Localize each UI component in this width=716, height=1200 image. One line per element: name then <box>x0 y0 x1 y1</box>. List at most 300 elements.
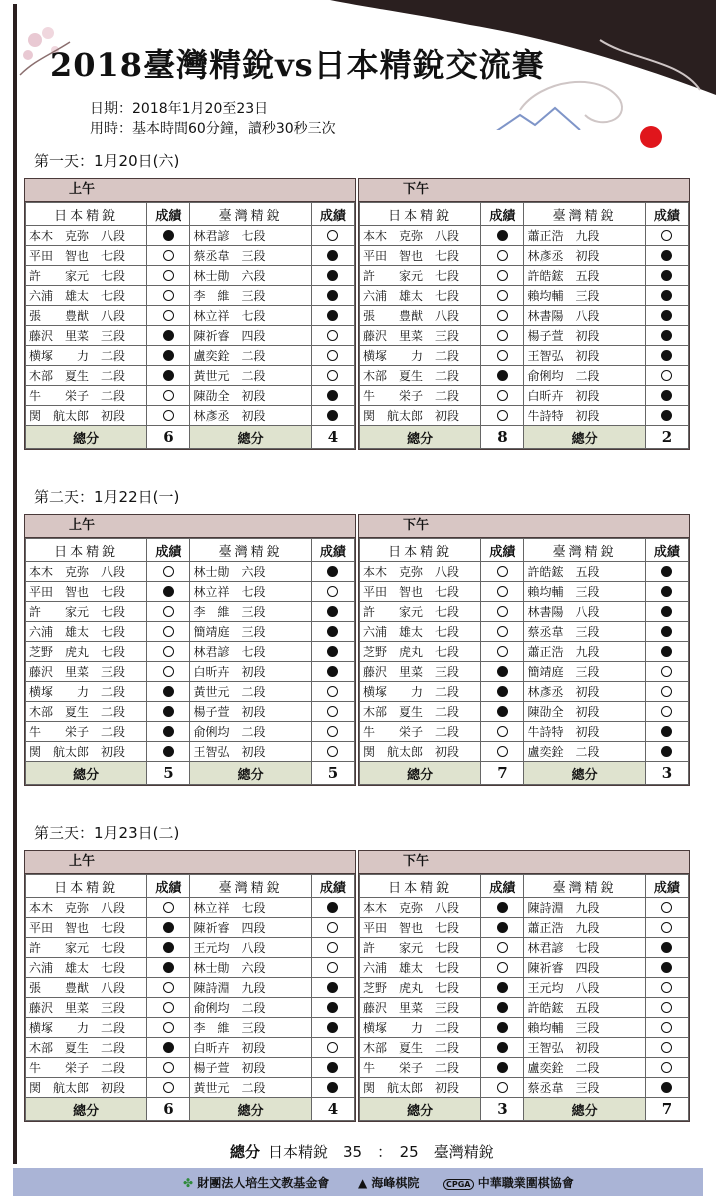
tw-player: 許皓鋐 五段 <box>524 266 645 286</box>
tw-player: 白昕卉 初段 <box>190 1038 311 1058</box>
sponsor-haifeng <box>358 1174 419 1191</box>
jp-result <box>147 998 190 1018</box>
table-row <box>360 918 689 938</box>
table-row <box>360 662 689 682</box>
jp-result <box>481 1038 524 1058</box>
tw-player: 蔡丞韋 三段 <box>524 622 645 642</box>
table-row <box>26 1078 355 1098</box>
jp-player: 芝野 虎丸 七段 <box>360 642 481 662</box>
white-stone-icon <box>497 942 508 953</box>
jp-player: 牛 栄子 二段 <box>26 722 147 742</box>
jp-result <box>481 346 524 366</box>
black-stone-icon <box>163 922 174 933</box>
tw-result <box>645 1078 688 1098</box>
white-stone-icon <box>327 586 338 597</box>
black-stone-icon <box>163 586 174 597</box>
tw-result <box>311 722 354 742</box>
jp-player: 平田 智也 七段 <box>26 582 147 602</box>
jp-result <box>481 406 524 426</box>
tw-result <box>311 602 354 622</box>
jp-result <box>147 702 190 722</box>
jp-player: 関 航太郎 初段 <box>26 406 147 426</box>
sponsor-peisheng <box>183 1174 329 1191</box>
tw-result <box>311 918 354 938</box>
jp-player: 本木 克弥 八段 <box>360 898 481 918</box>
event-date: 日期：2018年1月20至23日 <box>90 101 269 117</box>
black-stone-icon <box>327 646 338 657</box>
tw-player: 林立祥 七段 <box>190 306 311 326</box>
total-label: 總分 <box>360 1098 481 1121</box>
total-label: 總分 <box>360 762 481 785</box>
table-row <box>26 326 355 346</box>
jp-player: 六浦 雄太 七段 <box>360 958 481 978</box>
tw-result <box>645 702 688 722</box>
tw-result <box>311 1078 354 1098</box>
tw-player: 林彥丞 初段 <box>524 246 645 266</box>
jp-player: 関 航太郎 初段 <box>26 1078 147 1098</box>
sponsor-label: 海峰棋院 <box>371 1176 420 1190</box>
tw-player: 俞俐均 二段 <box>190 998 311 1018</box>
tw-player: 俞俐均 二段 <box>190 722 311 742</box>
white-stone-icon <box>163 410 174 421</box>
tw-result <box>311 682 354 702</box>
black-stone-icon <box>661 566 672 577</box>
table-row <box>360 1018 689 1038</box>
tw-result <box>645 386 688 406</box>
col-tw-team: 臺灣精銳 <box>524 203 645 226</box>
black-stone-icon <box>497 982 508 993</box>
jp-player: 木部 夏生 二段 <box>26 702 147 722</box>
table-row <box>360 938 689 958</box>
tw-result <box>645 602 688 622</box>
tw-total: 2 <box>645 426 688 449</box>
black-stone-icon <box>163 706 174 717</box>
black-stone-icon <box>497 666 508 677</box>
tw-player: 盧奕銓 二段 <box>190 346 311 366</box>
white-stone-icon <box>497 962 508 973</box>
table-row <box>360 326 689 346</box>
white-stone-icon <box>661 686 672 697</box>
tw-result <box>645 366 688 386</box>
tw-result <box>311 346 354 366</box>
black-stone-icon <box>661 586 672 597</box>
table-row <box>26 346 355 366</box>
tw-result <box>311 286 354 306</box>
grand-total-label: 總分 <box>230 1143 261 1161</box>
jp-player: 横塚 力 二段 <box>26 346 147 366</box>
total-row <box>360 762 689 785</box>
col-jp-team: 日本精銳 <box>26 203 147 226</box>
col-result: 成績 <box>481 203 524 226</box>
session-morning <box>24 850 356 1122</box>
jp-result <box>147 958 190 978</box>
white-stone-icon <box>497 250 508 261</box>
tw-result <box>645 582 688 602</box>
jp-result <box>481 722 524 742</box>
tw-result <box>645 622 688 642</box>
tw-player: 李 維 三段 <box>190 1018 311 1038</box>
session-title: 上午 <box>25 179 355 202</box>
tw-result <box>311 1058 354 1078</box>
jp-player: 木部 夏生 二段 <box>360 366 481 386</box>
tw-result <box>311 386 354 406</box>
jp-player: 六浦 雄太 七段 <box>26 286 147 306</box>
tw-result <box>645 286 688 306</box>
white-stone-icon <box>327 230 338 241</box>
tw-result <box>311 226 354 246</box>
white-stone-icon <box>327 370 338 381</box>
jp-result <box>147 306 190 326</box>
tw-player: 牛詩特 初段 <box>524 406 645 426</box>
white-stone-icon <box>163 646 174 657</box>
jp-player: 牛 栄子 二段 <box>26 386 147 406</box>
tw-result <box>645 662 688 682</box>
white-stone-icon <box>661 1022 672 1033</box>
jp-result <box>147 602 190 622</box>
jp-total: 6 <box>147 1098 190 1121</box>
black-stone-icon <box>661 350 672 361</box>
table-row <box>360 998 689 1018</box>
black-stone-icon <box>163 962 174 973</box>
tw-player: 林君諺 七段 <box>524 938 645 958</box>
table-row <box>360 246 689 266</box>
tw-player: 蕭正浩 九段 <box>524 226 645 246</box>
jp-player: 関 航太郎 初段 <box>360 406 481 426</box>
jp-player: 藤沢 里菜 三段 <box>26 998 147 1018</box>
jp-result <box>147 582 190 602</box>
jp-result <box>147 1038 190 1058</box>
jp-result <box>481 918 524 938</box>
white-stone-icon <box>497 726 508 737</box>
white-stone-icon <box>497 390 508 401</box>
white-stone-icon <box>661 922 672 933</box>
white-stone-icon <box>497 646 508 657</box>
jp-result <box>481 226 524 246</box>
black-stone-icon <box>163 1042 174 1053</box>
tw-player: 白昕卉 初段 <box>190 662 311 682</box>
jp-result <box>481 742 524 762</box>
jp-result <box>147 1018 190 1038</box>
table-row <box>26 226 355 246</box>
table-row <box>26 622 355 642</box>
jp-player: 藤沢 里菜 三段 <box>360 662 481 682</box>
black-stone-icon <box>327 290 338 301</box>
black-stone-icon <box>327 982 338 993</box>
jp-player: 芝野 虎丸 七段 <box>26 642 147 662</box>
jp-result <box>481 702 524 722</box>
jp-player: 六浦 雄太 七段 <box>26 622 147 642</box>
jp-player: 平田 智也 七段 <box>360 918 481 938</box>
jp-result <box>481 306 524 326</box>
tw-result <box>645 642 688 662</box>
tw-player: 牛詩特 初段 <box>524 722 645 742</box>
jp-player: 藤沢 里菜 三段 <box>360 998 481 1018</box>
white-stone-icon <box>327 922 338 933</box>
tw-player: 賴均輔 三段 <box>524 1018 645 1038</box>
table-row <box>26 386 355 406</box>
grand-total-score: 日本精銳 35 ： 25 臺灣精銳 <box>268 1143 494 1161</box>
black-stone-icon <box>327 1022 338 1033</box>
white-stone-icon <box>163 606 174 617</box>
total-label: 總分 <box>26 1098 147 1121</box>
white-stone-icon <box>497 586 508 597</box>
col-jp-team: 日本精銳 <box>26 539 147 562</box>
jp-player: 平田 智也 七段 <box>26 246 147 266</box>
tw-player: 簡靖庭 三段 <box>190 622 311 642</box>
table-row <box>360 742 689 762</box>
table-row <box>26 938 355 958</box>
tw-result <box>645 918 688 938</box>
col-tw-team: 臺灣精銳 <box>190 539 311 562</box>
tw-player: 陳劭全 初段 <box>190 386 311 406</box>
table-row <box>360 702 689 722</box>
white-stone-icon <box>661 1042 672 1053</box>
col-result: 成績 <box>311 203 354 226</box>
black-stone-icon <box>661 290 672 301</box>
jp-player: 牛 栄子 二段 <box>26 1058 147 1078</box>
white-stone-icon <box>163 902 174 913</box>
black-stone-icon <box>497 230 508 241</box>
tw-player: 蔡丞韋 三段 <box>190 246 311 266</box>
tw-player: 蕭正浩 九段 <box>524 918 645 938</box>
table-row <box>26 1018 355 1038</box>
black-stone-icon <box>661 626 672 637</box>
tw-player: 陳詩淵 九段 <box>190 978 311 998</box>
tw-player: 許皓鋐 五段 <box>524 998 645 1018</box>
tw-result <box>311 742 354 762</box>
table-header <box>360 539 689 562</box>
jp-player: 許 家元 七段 <box>360 602 481 622</box>
table-row <box>360 266 689 286</box>
jp-result <box>481 366 524 386</box>
session-afternoon <box>358 178 690 450</box>
table-row <box>26 742 355 762</box>
tw-player: 林君諺 七段 <box>190 226 311 246</box>
jp-result <box>147 286 190 306</box>
tw-player: 陳祈睿 四段 <box>190 326 311 346</box>
white-stone-icon <box>163 270 174 281</box>
table-row <box>26 898 355 918</box>
jp-result <box>147 1078 190 1098</box>
tw-player: 賴均輔 三段 <box>524 286 645 306</box>
table-row <box>26 266 355 286</box>
white-stone-icon <box>661 230 672 241</box>
tw-result <box>645 266 688 286</box>
white-stone-icon <box>661 1062 672 1073</box>
white-stone-icon <box>497 606 508 617</box>
tw-result <box>311 366 354 386</box>
black-stone-icon <box>661 1082 672 1093</box>
table-header <box>360 203 689 226</box>
table-row <box>26 1038 355 1058</box>
tw-result <box>645 406 688 426</box>
table-row <box>360 1038 689 1058</box>
table-row <box>26 306 355 326</box>
black-stone-icon <box>661 330 672 341</box>
jp-result <box>147 366 190 386</box>
tw-result <box>311 998 354 1018</box>
total-label: 總分 <box>26 426 147 449</box>
tw-result <box>311 662 354 682</box>
white-stone-icon <box>497 290 508 301</box>
white-stone-icon <box>327 706 338 717</box>
jp-result <box>481 286 524 306</box>
total-label: 總分 <box>360 426 481 449</box>
black-stone-icon <box>497 902 508 913</box>
jp-result <box>481 1058 524 1078</box>
jp-player: 芝野 虎丸 七段 <box>360 978 481 998</box>
white-stone-icon <box>661 982 672 993</box>
tw-player: 林立祥 七段 <box>190 898 311 918</box>
table-row <box>26 642 355 662</box>
jp-player: 木部 夏生 二段 <box>360 1038 481 1058</box>
col-tw-team: 臺灣精銳 <box>524 539 645 562</box>
jp-player: 張 豊猷 八段 <box>360 306 481 326</box>
tw-player: 林立祥 七段 <box>190 582 311 602</box>
session-afternoon <box>358 514 690 786</box>
black-stone-icon <box>327 902 338 913</box>
tw-result <box>645 562 688 582</box>
total-row <box>360 1098 689 1121</box>
jp-result <box>147 742 190 762</box>
tw-player: 林士勛 六段 <box>190 266 311 286</box>
jp-result <box>481 662 524 682</box>
tw-result <box>311 702 354 722</box>
jp-result <box>481 1078 524 1098</box>
tw-result <box>311 898 354 918</box>
white-stone-icon <box>497 330 508 341</box>
jp-player: 平田 智也 七段 <box>26 918 147 938</box>
black-stone-icon <box>163 686 174 697</box>
table-row <box>360 582 689 602</box>
jp-result <box>147 938 190 958</box>
tw-player: 白昕卉 初段 <box>524 386 645 406</box>
table-row <box>26 602 355 622</box>
white-stone-icon <box>163 982 174 993</box>
col-result: 成績 <box>645 203 688 226</box>
tw-player: 陳劭全 初段 <box>524 702 645 722</box>
jp-result <box>481 682 524 702</box>
tw-player: 王元均 八段 <box>190 938 311 958</box>
table-header <box>360 875 689 898</box>
table-row <box>26 406 355 426</box>
tw-result <box>645 958 688 978</box>
tw-player: 林書陽 八段 <box>524 602 645 622</box>
tw-player: 陳祈睿 四段 <box>524 958 645 978</box>
jp-player: 六浦 雄太 七段 <box>26 958 147 978</box>
jp-player: 張 豊猷 八段 <box>26 978 147 998</box>
jp-player: 本木 克弥 八段 <box>26 226 147 246</box>
jp-result <box>147 226 190 246</box>
tw-player: 林書陽 八段 <box>524 306 645 326</box>
session-afternoon <box>358 850 690 1122</box>
session-title: 上午 <box>25 515 355 538</box>
tw-player: 林彥丞 初段 <box>524 682 645 702</box>
white-stone-icon <box>661 666 672 677</box>
jp-player: 許 家元 七段 <box>360 266 481 286</box>
black-stone-icon <box>661 962 672 973</box>
table-row <box>26 582 355 602</box>
total-row <box>26 1098 355 1121</box>
col-result: 成績 <box>147 539 190 562</box>
tw-total: 7 <box>645 1098 688 1121</box>
table-row <box>26 918 355 938</box>
session-title: 下午 <box>359 515 689 538</box>
tw-player: 王智弘 初段 <box>524 346 645 366</box>
tw-result <box>645 742 688 762</box>
jp-result <box>147 346 190 366</box>
tw-result <box>645 938 688 958</box>
black-stone-icon <box>661 942 672 953</box>
jp-player: 平田 智也 七段 <box>360 582 481 602</box>
jp-result <box>147 562 190 582</box>
jp-total: 7 <box>481 762 524 785</box>
tw-result <box>311 938 354 958</box>
black-stone-icon <box>327 1082 338 1093</box>
jp-player: 藤沢 里菜 三段 <box>360 326 481 346</box>
table-row <box>360 386 689 406</box>
jp-result <box>481 602 524 622</box>
white-stone-icon <box>163 1022 174 1033</box>
total-label: 總分 <box>190 762 311 785</box>
jp-result <box>481 958 524 978</box>
jp-player: 横塚 力 二段 <box>26 682 147 702</box>
black-stone-icon <box>497 1062 508 1073</box>
black-stone-icon <box>327 606 338 617</box>
white-stone-icon <box>163 666 174 677</box>
black-stone-icon <box>163 350 174 361</box>
white-stone-icon <box>327 330 338 341</box>
jp-total: 6 <box>147 426 190 449</box>
page-title: 2018臺灣精銳vs日本精銳交流賽 <box>50 46 545 84</box>
jp-player: 牛 栄子 二段 <box>360 1058 481 1078</box>
tw-result <box>311 1038 354 1058</box>
white-stone-icon <box>327 1042 338 1053</box>
jp-player: 木部 夏生 二段 <box>360 702 481 722</box>
black-stone-icon <box>497 1022 508 1033</box>
table-row <box>360 306 689 326</box>
tw-result <box>311 622 354 642</box>
jp-player: 本木 克弥 八段 <box>26 898 147 918</box>
sponsor-footer <box>13 1168 703 1196</box>
jp-player: 本木 克弥 八段 <box>26 562 147 582</box>
tw-total: 4 <box>311 426 354 449</box>
black-stone-icon <box>327 270 338 281</box>
jp-player: 六浦 雄太 七段 <box>360 622 481 642</box>
jp-result <box>481 978 524 998</box>
black-stone-icon <box>163 942 174 953</box>
black-stone-icon <box>661 606 672 617</box>
black-stone-icon <box>327 566 338 577</box>
table-row <box>360 1058 689 1078</box>
jp-player: 平田 智也 七段 <box>360 246 481 266</box>
table-row <box>360 622 689 642</box>
jp-result <box>147 1058 190 1078</box>
white-stone-icon <box>163 1002 174 1013</box>
total-label: 總分 <box>190 1098 311 1121</box>
tw-result <box>645 226 688 246</box>
black-stone-icon <box>327 250 338 261</box>
session-morning <box>24 514 356 786</box>
tw-player: 賴均輔 三段 <box>524 582 645 602</box>
results-table <box>25 874 355 1121</box>
tw-player: 林士勛 六段 <box>190 562 311 582</box>
jp-player: 本木 克弥 八段 <box>360 562 481 582</box>
jp-result <box>147 266 190 286</box>
col-result: 成績 <box>147 875 190 898</box>
jp-player: 木部 夏生 二段 <box>26 1038 147 1058</box>
black-stone-icon <box>661 746 672 757</box>
